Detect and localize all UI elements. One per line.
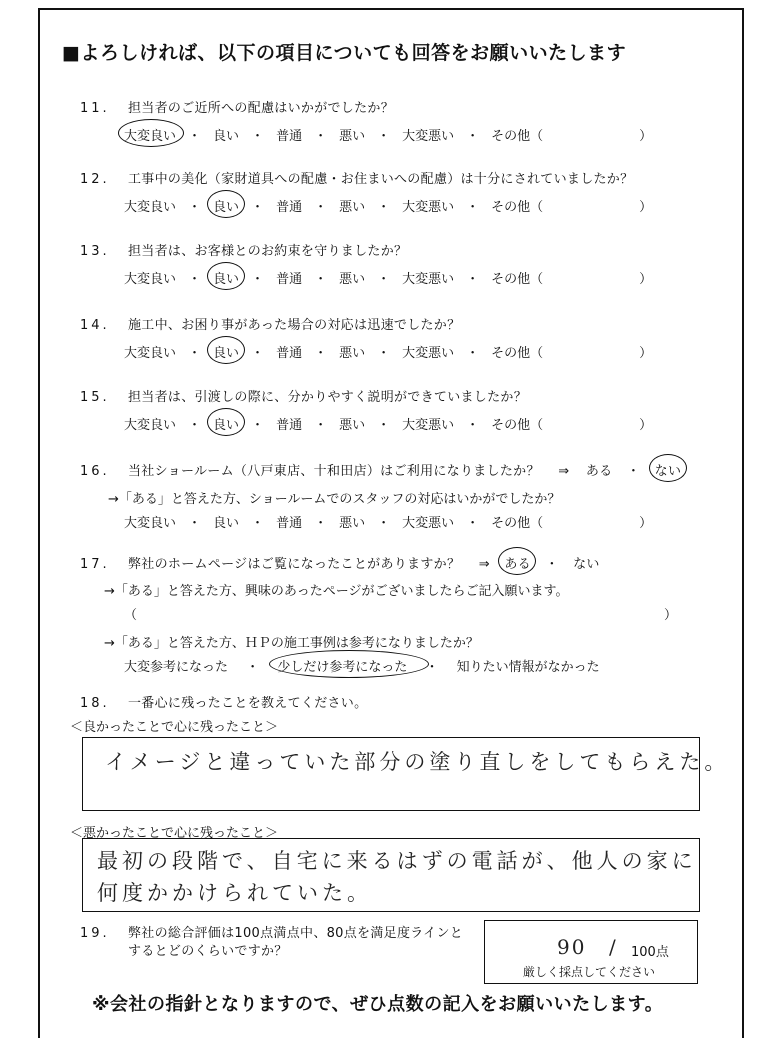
question-text: 担当者は、引渡しの際に、分かりやすく説明ができていましたか？ [128,390,528,405]
option-label: 悪い [339,200,366,215]
option-label: その他（ [491,129,544,144]
separator-dot: ・ [188,418,202,433]
separator-dot: ・ [377,418,391,433]
q11-options [124,125,652,144]
q15-option-1[interactable] [124,414,176,433]
q14-option-5[interactable] [402,342,454,361]
q14-option-2[interactable] [213,342,239,361]
option-label: その他（ [491,346,544,361]
bad-answer-line1: 最初の段階で、自宅に来るはずの電話が、他人の家に [97,849,697,873]
answer-circle-q14 [207,336,245,364]
q17-ref-option-1[interactable]: 大変参考になった [124,660,229,675]
option-label: 大変良い [124,418,177,433]
option-label: その他（ [491,418,544,433]
option-label: 悪い [339,418,366,433]
option-label: 普通 [276,516,303,531]
q17-ref-option-2-label: 少しだけ参考になった [277,660,408,675]
question-number: 14. [80,318,110,333]
q17-followup2: →「ある」と答えた方、ＨＰの施工事例は参考になりましたか？ [104,636,479,651]
good-answer-text: イメージと違っていた部分の塗り直しをしてもらえた。 [105,750,730,774]
other-paren-close: ） [639,200,653,215]
question-text: 担当者は、お客様とのお約束を守りましたか？ [128,244,408,259]
q13-option-5[interactable] [402,268,454,287]
q13-option-2[interactable] [213,268,239,287]
separator-dot: ・ [377,516,391,531]
q11-option-6[interactable] [491,125,543,144]
question-text: 担当者のご近所への配慮はいかがでしたか？ [128,101,395,116]
q16-option-6[interactable] [491,512,543,531]
q15-options [124,414,652,433]
separator-dot: ・ [251,346,265,361]
question-number: 11. [80,101,110,116]
score-box[interactable] [484,920,698,984]
other-paren-close: ） [639,418,653,433]
answer-circle-q15 [207,408,245,436]
bad-answer-box[interactable] [82,838,700,912]
separator-dot: ・ [377,346,391,361]
separator-dot: ・ [466,272,480,287]
q19-question [80,922,463,941]
q12-options [124,196,652,215]
q17-ref-option-3[interactable]: 知りたい情報がなかった [456,660,600,675]
answer-circle-q11 [118,119,184,147]
good-answer-box[interactable] [82,737,730,811]
score-value: 90 [557,935,587,959]
option-label: 悪い [339,346,366,361]
q15-option-4[interactable] [339,414,365,433]
option-label: 大変良い [124,346,177,361]
q15-option-2[interactable] [213,414,239,433]
separator-dot: ・ [251,272,265,287]
q16-options [124,512,652,531]
q11-option-4[interactable] [339,125,365,144]
option-label: 良い [213,200,240,215]
separator-dot: ・ [251,516,265,531]
separator-dot: ・ [188,272,202,287]
q13-options [124,268,652,287]
q18-good-label: ＜良かったことで心に残ったこと＞ [70,720,279,735]
q16-text: 当社ショールーム（八戸東店、十和田店）はご利用になりましたか？ [128,464,540,479]
footer-note: ※会社の指針となりますので、ぜひ点数の記入をお願いいたします。 [92,994,664,1015]
separator-dot: ・ [377,129,391,144]
q11-option-2[interactable] [213,125,239,144]
option-label: 大変良い [124,272,177,287]
bad-answer-line2: 何度かかけられていた。 [97,881,372,905]
q18-question [80,692,367,711]
q15-option-5[interactable] [402,414,454,433]
q19-text-line2: するとどのくらいですか？ [128,944,288,959]
q16-question: 16. 当社ショールーム（八戸東店、十和田店）はご利用になりましたか？ ⇒ ある ・ ない [80,460,681,479]
q16-option-yes[interactable]: ある [585,464,613,479]
separator-dot: ・ [314,129,328,144]
option-label: 良い [213,418,240,433]
separator-dot: ・ [314,418,328,433]
separator-dot: ・ [466,129,480,144]
answer-circle-q12 [207,190,245,218]
score-note: 厳しく採点してください [523,965,656,979]
question-text: 施工中、お困り事があった場合の対応は迅速でしたか？ [128,318,461,333]
separator-dot: ・ [188,516,202,531]
q11-question [80,97,394,116]
option-label: 大変悪い [402,346,455,361]
option-label: 良い [213,516,240,531]
option-label: 大変悪い [402,129,455,144]
q17-text: 弊社のホームページはご覧になったことがありますか？ [128,557,461,572]
separator-dot: ・ [377,200,391,215]
q17-input-open: （ [124,608,138,623]
q14-option-3[interactable] [276,342,302,361]
option-label: 普通 [276,129,303,144]
separator-dot: ・ [466,516,480,531]
answer-circle-q17-ref [269,650,429,678]
q17-option-no[interactable]: ない [573,557,600,572]
question-number: 15. [80,390,110,405]
q11-option-3[interactable] [276,125,302,144]
q16-option-3[interactable] [276,512,302,531]
q16-arrow: ⇒ [558,464,570,479]
option-label: 大変悪い [402,272,455,287]
q13-option-3[interactable] [276,268,302,287]
separator-dot: ・ [314,200,328,215]
separator-dot: ・ [251,129,265,144]
question-number: 12. [80,172,110,187]
separator-dot: ・ [188,129,202,144]
q17-option-yes[interactable] [504,553,531,572]
q16-option-2[interactable] [213,512,239,531]
q17-option-yes-label: ある [504,557,531,572]
option-label: 良い [213,129,240,144]
q16-option-4[interactable] [339,512,365,531]
option-label: 大変悪い [402,418,455,433]
q12-option-6[interactable] [491,196,543,215]
q14-option-4[interactable] [339,342,365,361]
answer-circle-q16 [649,454,687,482]
separator-dot: ・ [377,272,391,287]
q14-option-6[interactable] [491,342,543,361]
other-paren-close: ） [639,516,653,531]
option-label: 大変悪い [402,200,455,215]
option-label: その他（ [491,200,544,215]
q11-option-1[interactable] [124,125,176,144]
separator-dot: ・ [314,346,328,361]
separator-dot: ・ [251,418,265,433]
q17-input-close: ） [664,608,678,623]
answer-circle-q13 [207,262,245,290]
option-label: 悪い [339,129,366,144]
option-label: 普通 [276,200,303,215]
q12-question [80,168,633,187]
score-slash: / [609,935,620,959]
q15-question [80,386,527,405]
option-label: 悪い [339,272,366,287]
separator-dot: ・ [466,346,480,361]
q16-option-1[interactable] [124,512,176,531]
q17-arrow: ⇒ [478,557,490,572]
q19-text-line1: 弊社の総合評価は100点満点中、80点を満足度ラインと [128,926,464,941]
question-text: 工事中の美化（家財道具への配慮・お住まいへの配慮）は十分にされていましたか？ [128,172,634,187]
option-label: 普通 [276,418,303,433]
q11-option-5[interactable] [402,125,454,144]
q12-option-5[interactable] [402,196,454,215]
q16-number: 16. [80,464,110,479]
q18-number: 18. [80,696,110,711]
other-paren-close: ） [639,346,653,361]
page-header: ■よろしければ、以下の項目についても回答をお願いいたします [62,42,627,64]
option-label: その他（ [491,516,544,531]
separator-dot: ・ [314,272,328,287]
q18-text: 一番心に残ったことを教えてください。 [128,696,368,711]
q16-option-no[interactable] [655,460,682,479]
q17-number: 17. [80,557,110,572]
option-label: 大変良い [124,129,177,144]
q15-option-3[interactable] [276,414,302,433]
q17-question: 17. 弊社のホームページはご覧になったことがありますか？ ⇒ ある ・ ない [80,553,600,572]
q12-option-4[interactable] [339,196,365,215]
separator-dot: ・ [188,346,202,361]
q14-option-1[interactable] [124,342,176,361]
q13-option-4[interactable] [339,268,365,287]
option-label: 普通 [276,346,303,361]
q16-followup: →「ある」と答えた方、ショールームでのスタッフの対応はいかがでしたか？ [108,492,561,507]
q18-bad-label: ＜悪かったことで心に残ったこと＞ [70,826,279,841]
question-number: 13. [80,244,110,259]
option-label: 大変悪い [402,516,455,531]
option-label: 良い [213,346,240,361]
option-label: その他（ [491,272,544,287]
q16-option-no-label: ない [654,464,682,479]
q17-ref-option-2[interactable] [277,656,407,675]
option-label: 良い [213,272,240,287]
q17-ref-options: 大変参考になった ・ 少しだけ参考になった ・ 知りたい情報がなかった [124,656,600,675]
option-label: 大変良い [124,200,177,215]
q19-number: 19. [80,926,110,941]
other-paren-close: ） [639,129,653,144]
q12-option-1[interactable] [124,196,176,215]
option-label: 悪い [339,516,366,531]
q13-option-1[interactable] [124,268,176,287]
q15-option-6[interactable] [491,414,543,433]
q12-option-3[interactable] [276,196,302,215]
other-paren-close: ） [639,272,653,287]
separator-dot: ・ [466,418,480,433]
separator-dot: ・ [251,200,265,215]
q12-option-2[interactable] [213,196,239,215]
q14-options [124,342,652,361]
separator-dot: ・ [314,516,328,531]
option-label: 普通 [276,272,303,287]
q17-followup1: →「ある」と答えた方、興味のあったページがございましたらご記入願います。 [104,584,569,599]
q13-question [80,240,407,259]
separator-dot: ・ [466,200,480,215]
q14-question [80,314,460,333]
option-label: 大変良い [124,516,177,531]
score-max: 100点 [631,945,669,960]
separator-dot: ・ [188,200,202,215]
q13-option-6[interactable] [491,268,543,287]
q16-option-5[interactable] [402,512,454,531]
